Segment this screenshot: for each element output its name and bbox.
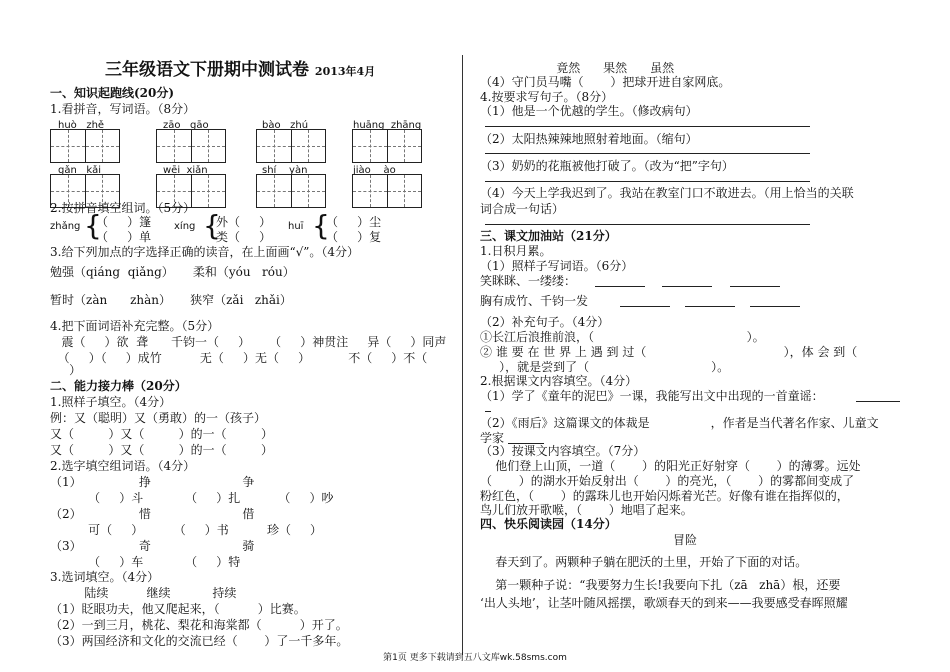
sentence-4a: （4）今天上学我迟到了。我站在教室门口不敢进去。（用上恰当的关联 [480, 186, 854, 200]
blank-zhang-2[interactable]: （ ）单 [96, 230, 152, 244]
answer-line[interactable] [485, 224, 810, 225]
answer-line[interactable] [662, 286, 712, 287]
sentence-fill-c[interactable]: ），就是尝到了（ ）。 [480, 360, 730, 374]
writing-grid[interactable] [156, 129, 226, 163]
answer-line[interactable] [485, 153, 810, 154]
exam-date: 2013年4月 [314, 65, 376, 78]
answer-line[interactable] [595, 286, 645, 287]
question-1: 1.看拼音，写词语。（8分） [50, 102, 196, 116]
sentence-3: （3）奶奶的花瓶被他打破了。（改为“把”字句） [480, 159, 734, 173]
brace-icon: { [84, 209, 102, 242]
blank-hui-1[interactable]: （ ）尘 [326, 215, 382, 229]
blank-hui-2[interactable]: （ ）复 [326, 230, 382, 244]
answer-line[interactable] [485, 181, 810, 182]
example-2: 胸有成竹、千钧一发 [480, 294, 589, 308]
question-4-line-1[interactable]: 震（ ）欲 聋 千钧一（ ） （ ）神贯注 异（ ）同声 [50, 335, 447, 349]
writing-grid[interactable] [256, 129, 326, 163]
passage-line-3[interactable]: 粉红色，（ ）的露珠儿也开始闪烁着光芒。好像有谁在指挥似的， [480, 489, 849, 503]
part-3: 3.选词填空。（4分） [50, 570, 160, 584]
pinyin-5: gǎn kǎi [58, 165, 102, 176]
sentence-4b: 词合成一句话） [480, 202, 565, 216]
story-paragraph-2a: 第一颗种子说：“我要努力生长!我要向下扎（zā zhā）根，还要 [480, 578, 841, 592]
item-2-2[interactable]: （2）《雨后》这篇课文的体裁是 ，作者是当代著名作家、儿童文 [480, 416, 879, 430]
title-text: 三年级语文下册期中测试卷 [105, 60, 309, 80]
brace-icon: { [312, 209, 330, 242]
pinyin-4: huāng zhāng [353, 120, 422, 131]
answer-line[interactable] [685, 306, 735, 307]
item-1-2: （2）补充句子。（4分） [480, 315, 610, 329]
writing-grid[interactable] [352, 174, 422, 208]
item-1-1: （1）照样子写词语。（6分） [480, 259, 634, 273]
pinyin-xing: xíng [174, 221, 196, 232]
pinyin-zhang: zhǎng [50, 221, 81, 232]
pinyin-hui: huī [288, 221, 304, 232]
question-2: 2.按拼音填空组词。（5分） [50, 201, 196, 215]
column-divider [462, 55, 463, 655]
part-2-row-4[interactable]: 可（ ） （ ）书 珍（ ） [50, 523, 323, 537]
story-paragraph-2b: ‘出人头地’，让茎叶随风摇摆，歌颂春天的到来——我要感受春晖照耀 [480, 596, 848, 610]
word-choices: 竟然 果然 虽然 [480, 61, 675, 75]
part-1-example: 例：又（聪明）又（勇敢）的一（孩子） [50, 411, 267, 425]
part-2-row-2[interactable]: （ ）斗 （ ）扎 （ ）吵 [50, 491, 334, 505]
writing-grid[interactable] [50, 129, 120, 163]
section-3-heading: 三、课文加油站（21分） [480, 229, 617, 243]
answer-line[interactable] [620, 306, 670, 307]
item-2-1: （1）学了《童年的泥巴》一课，我能写出文中出现的一首童谣： [480, 389, 824, 403]
blank-xing-2[interactable]: 类（ ） [216, 230, 272, 244]
question-4-sentences: 4.按要求写句子。（8分） [480, 90, 614, 104]
blank-xing-1[interactable]: 外（ ） [216, 215, 272, 229]
pinyin-1: huò zhě [58, 120, 105, 131]
part-1-line-2[interactable]: 又（ ）又（ ）的一（ ） [50, 443, 273, 457]
part-1-line-1[interactable]: 又（ ）又（ ）的一（ ） [50, 427, 273, 441]
page-title [105, 62, 375, 80]
sentence-2: （2）太阳热辣辣地照射着地面。（缩句） [480, 132, 698, 146]
part-2: 2.选字填空组词语。（4分） [50, 459, 196, 473]
item-2-2b: 学家 [480, 431, 505, 445]
left-column [50, 0, 450, 672]
item-2: 2.根据课文内容填空。（4分） [480, 374, 638, 388]
pinyin-3: bào zhú [262, 120, 309, 131]
fill-line-4[interactable]: （4）守门员马嘴（ ）把球开进自家网底。 [480, 75, 731, 89]
section-4-heading: 四、快乐阅读园（14分） [480, 517, 617, 531]
writing-grid[interactable] [256, 174, 326, 208]
passage-line-2[interactable]: （ ）的湖水开始反射出（ ）的亮光，（ ）的雾都间变成了 [480, 474, 855, 488]
question-3-line-1: 勉强（qiáng qiǎng） 柔和（yóu róu） [50, 265, 295, 279]
answer-line[interactable] [730, 286, 780, 287]
part-3-line-1[interactable]: （1）眨眼功夫，他又爬起来，（ ）比赛。 [50, 602, 306, 616]
item-1: 1.日积月累。 [480, 244, 552, 258]
story-paragraph-1: 春天到了。两颗种子躺在肥沃的土里，开始了下面的对话。 [480, 555, 808, 569]
pinyin-2: zāo gāo [163, 120, 209, 131]
part-3-words: 陆续 继续 持续 [50, 586, 237, 600]
answer-line[interactable] [750, 306, 800, 307]
example-1: 笑眯眯、一缕缕： [480, 274, 577, 288]
passage-line-1[interactable]: 他们登上山顶，一道（ ）的阳光正好射穿（ ）的薄雾。远处 [480, 459, 861, 473]
pinyin-8: jiào ào [353, 165, 396, 176]
pinyin-7: shí yàn [262, 165, 308, 176]
part-3-line-2[interactable]: （2）一到三月，桃花、梨花和海棠都（ ）开了。 [50, 618, 348, 632]
blank-zhang-1[interactable]: （ ）篷 [96, 215, 152, 229]
sentence-fill-b[interactable]: ② 谁 要 在 世 界 上 遇 到 过（ ），体 会 到（ [480, 345, 858, 359]
answer-line[interactable] [485, 411, 491, 412]
brace-icon: { [203, 209, 221, 242]
part-2-row-3: （2） 惜 借 [50, 507, 255, 521]
question-4: 4.把下面词语补充完整。（5分） [50, 319, 220, 333]
question-3: 3.给下列加点的字选择正确的读音，在上面画“√”。（4分） [50, 245, 360, 259]
page-footer: 第1页 更多下载请到五八文库wk.58sms.com [383, 653, 567, 663]
part-2-row-5: （3） 奇 骑 [50, 539, 255, 553]
item-2-3: （3）按课文内容填空。（7分） [480, 444, 646, 458]
pinyin-6: wēi xiǎn [163, 165, 208, 176]
part-1: 1.照样子填空。（4分） [50, 395, 172, 409]
part-3-line-3[interactable]: （3）两国经济和文化的交流已经（ ）了一千多年。 [50, 634, 349, 648]
sentence-1: （1）他是一个优越的学生。（修改病句） [480, 104, 698, 118]
section-2-heading: 二、能力接力棒（20分） [50, 379, 187, 393]
sentence-fill-a[interactable]: ①长江后浪推前浪，（ ）。 [480, 330, 765, 344]
writing-grid[interactable] [352, 129, 422, 163]
right-column [480, 0, 900, 672]
section-1-heading: 一、知识起跑线(20分) [50, 86, 175, 100]
passage-line-4[interactable]: 鸟儿们放开歌喉，（ ）地唱了起来。 [480, 503, 693, 517]
story-title: 冒险 [673, 533, 698, 547]
question-3-line-2: 暂时（zàn zhàn） 狭窄（zǎi zhǎi） [50, 293, 292, 307]
part-2-row-1: （1） 挣 争 [50, 475, 255, 489]
part-2-row-6[interactable]: （ ）车 （ ）特 [50, 555, 241, 569]
answer-line[interactable] [856, 401, 900, 402]
answer-line[interactable] [485, 126, 810, 127]
question-4-line-2[interactable]: （ ）（ ）成竹 无（ ）无（ ） 不（ ）不（ [50, 351, 428, 365]
question-4-line-3: ） [50, 363, 82, 377]
